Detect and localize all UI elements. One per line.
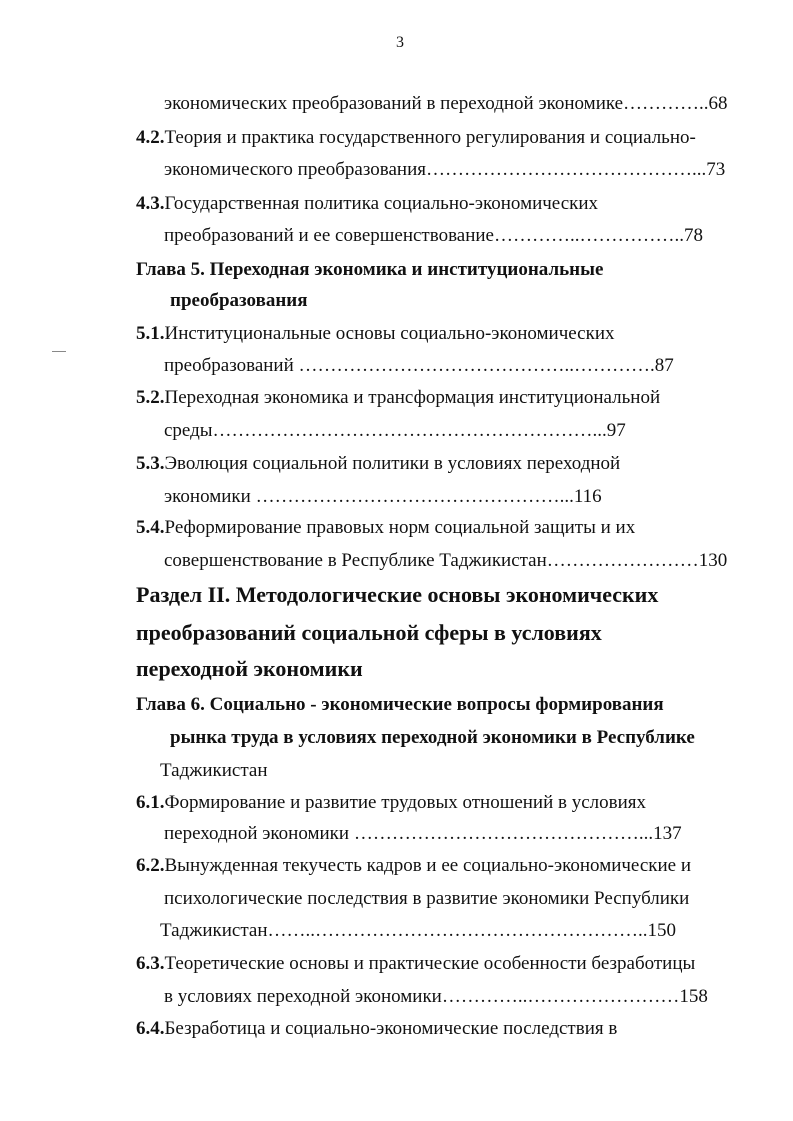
toc-entry-6-2 xyxy=(136,854,691,878)
toc-number: 6.3. xyxy=(136,953,165,974)
toc-entry-6-1 xyxy=(136,791,646,815)
toc-title: Институциональные основы социально-экономических xyxy=(164,323,615,344)
toc-number: 6.1. xyxy=(136,792,165,813)
section-2-heading-line3: переходной экономики xyxy=(136,656,363,681)
section-2-heading-line2: преобразований социальной сферы в условиях xyxy=(136,620,602,645)
toc-number: 5.1. xyxy=(136,323,165,344)
toc-title: Безработица и социально-экономические последствия в xyxy=(164,1018,618,1039)
section-2-heading: Раздел II. Методологические основы экономических xyxy=(136,582,659,607)
toc-entry-5-3 xyxy=(136,452,620,476)
toc-entry-4-2-cont: экономического преобразования……………………………………...73 xyxy=(164,159,726,180)
chapter-6-heading-line3: Таджикистан xyxy=(160,760,268,781)
toc-entry-6-4 xyxy=(136,1017,617,1041)
chapter-5-heading-cont: преобразования xyxy=(170,290,308,311)
toc-entry-6-2-cont: психологические последствия в развитие экономики Республики xyxy=(164,888,690,909)
toc-title: Реформирование правовых норм социальной защиты и их xyxy=(164,517,636,538)
toc-title: Теория и практика государственного регулирования и социально- xyxy=(164,127,696,148)
toc-title: Эволюция социальной политики в условиях переходной xyxy=(164,453,621,474)
toc-entry-5-1-cont: преобразований ……………………………………..………….87 xyxy=(164,355,674,376)
toc-entry-5-4-cont: совершенствование в Республике Таджикистан……………………130 xyxy=(164,550,728,571)
toc-entry-6-2-cont2: Таджикистан……..……………………………………………..150 xyxy=(160,920,676,941)
toc-entry-6-3 xyxy=(136,952,695,976)
toc-entry-4-3-cont: преобразований и ее совершенствование…………..……………..78 xyxy=(164,225,703,246)
toc-number: 6.2. xyxy=(136,855,165,876)
chapter-6-heading-line2: рынка труда в условиях переходной экономики в Республике xyxy=(170,727,695,748)
toc-entry-4-3 xyxy=(136,192,598,216)
toc-entry-5-2-cont: среды……………………………………………………...97 xyxy=(164,420,626,441)
toc-entry-4-1-cont: экономических преобразований в переходной экономике…………..68 xyxy=(164,93,728,114)
toc-entry-5-1 xyxy=(136,322,615,346)
toc-entry-6-1-cont: переходной экономики ………………………………………...137 xyxy=(164,823,682,844)
toc-number: 5.3. xyxy=(136,453,165,474)
toc-entry-4-2 xyxy=(136,126,696,150)
toc-title: Вынужденная текучесть кадров и ее социально-экономические и xyxy=(164,855,692,876)
toc-number: 6.4. xyxy=(136,1018,165,1039)
toc-title: Формирование и развитие трудовых отношений в условиях xyxy=(164,792,647,813)
toc-title: Государственная политика социально-экономических xyxy=(164,193,599,214)
toc-entry-5-3-cont: экономики …………………………………………...116 xyxy=(164,486,602,507)
margin-mark xyxy=(52,351,66,352)
toc-entry-5-2 xyxy=(136,386,660,410)
toc-number: 4.3. xyxy=(136,193,165,214)
chapter-6-heading: Глава 6. Социально - экономические вопросы формирования xyxy=(136,694,664,715)
toc-entry-6-3-cont: в условиях переходной экономики…………..……………………158 xyxy=(164,986,708,1007)
chapter-5-heading: Глава 5. Переходная экономика и институциональные xyxy=(136,259,604,280)
toc-title: Переходная экономика и трансформация институциональной xyxy=(164,387,661,408)
toc-title: Теоретические основы и практические особенности безработицы xyxy=(164,953,696,974)
toc-number: 5.2. xyxy=(136,387,165,408)
toc-entry-5-4 xyxy=(136,516,635,540)
toc-number: 4.2. xyxy=(136,127,165,148)
page-number: 3 xyxy=(396,34,404,51)
toc-number: 5.4. xyxy=(136,517,165,538)
